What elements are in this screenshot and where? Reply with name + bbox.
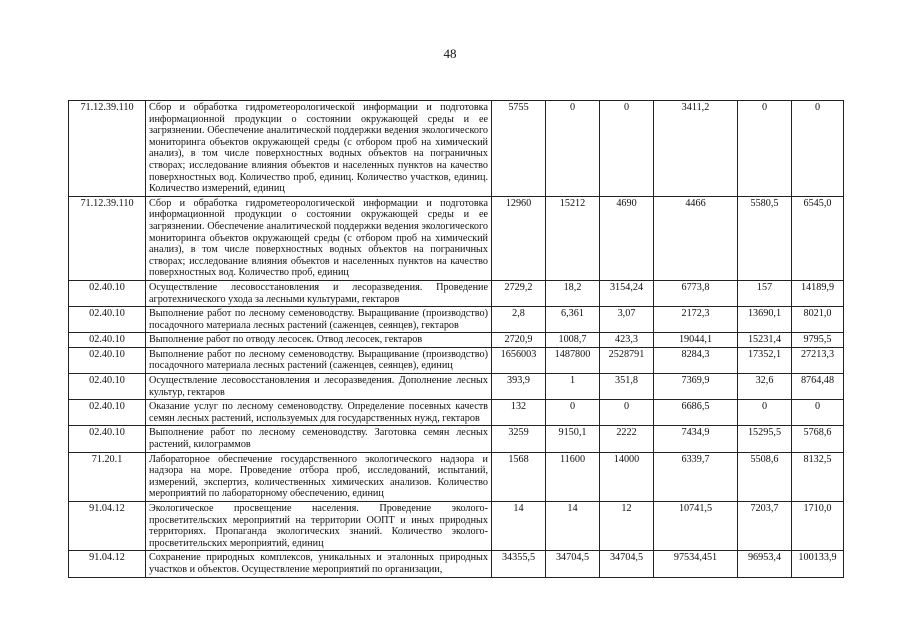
value-cell: 10741,5 [654, 502, 738, 551]
value-cell: 8284,3 [654, 347, 738, 373]
value-cell: 14189,9 [792, 280, 844, 306]
value-cell: 14 [546, 502, 600, 551]
value-cell: 8764,48 [792, 374, 844, 400]
value-cell: 0 [738, 101, 792, 197]
value-cell: 32,6 [738, 374, 792, 400]
value-cell: 4690 [600, 196, 654, 280]
value-cell: 1487800 [546, 347, 600, 373]
activity-code-cell: 02.40.10 [69, 333, 146, 348]
value-cell: 4466 [654, 196, 738, 280]
description-cell: Сбор и обработка гидрометеорологической информации и подготовка информационной продукции о состоянии окружающей среды и ее загрязнении. Обеспечение аналитической поддержки ведения экологического мониторинга объектов окружающей среды (с отбором проб на химический анализ), в том числе поверхностных водных объектов на пограничных створах; исследование влияния объектов и населенных пунктов на качество поверхностных вод. Количество проб, единиц [146, 196, 492, 280]
table-row [69, 551, 844, 577]
value-cell: 9795,5 [792, 333, 844, 348]
value-cell: 14000 [600, 452, 654, 501]
value-cell: 7203,7 [738, 502, 792, 551]
activity-code-cell: 02.40.10 [69, 347, 146, 373]
value-cell: 5508,6 [738, 452, 792, 501]
value-cell: 6339,7 [654, 452, 738, 501]
value-cell: 27213,3 [792, 347, 844, 373]
value-cell: 13690,1 [738, 307, 792, 333]
table-row [69, 400, 844, 426]
table-row [69, 333, 844, 348]
table-row [69, 374, 844, 400]
description-cell: Осуществление лесовосстановления и лесоразведения. Дополнение лесных культур, гектаров [146, 374, 492, 400]
value-cell: 7434,9 [654, 426, 738, 452]
table-row [69, 347, 844, 373]
value-cell: 2222 [600, 426, 654, 452]
activity-code-cell: 02.40.10 [69, 426, 146, 452]
value-cell: 2729,2 [492, 280, 546, 306]
value-cell: 15212 [546, 196, 600, 280]
table-row [69, 196, 844, 280]
activity-code-cell: 02.40.10 [69, 307, 146, 333]
value-cell: 3259 [492, 426, 546, 452]
services-table [68, 100, 844, 578]
value-cell: 6,361 [546, 307, 600, 333]
value-cell: 7369,9 [654, 374, 738, 400]
activity-code-cell: 02.40.10 [69, 374, 146, 400]
value-cell: 5580,5 [738, 196, 792, 280]
value-cell: 6773,8 [654, 280, 738, 306]
value-cell: 2720,9 [492, 333, 546, 348]
activity-code-cell: 02.40.10 [69, 400, 146, 426]
value-cell: 393,9 [492, 374, 546, 400]
value-cell: 1008,7 [546, 333, 600, 348]
description-cell: Сбор и обработка гидрометеорологической информации и подготовка информационной продукции о состоянии окружающей среды и ее загрязнении. Обеспечение аналитической поддержки ведения экологического мониторинга объектов окружающей среды (с отбором проб на химический анализ), в том числе поверхностных водных объектов на пограничных створах; исследование влияния объектов и населенных пунктов на качество поверхностных вод. Количество проб, единиц. Количество участков, единиц. Количество измерений, единиц [146, 101, 492, 197]
value-cell: 96953,4 [738, 551, 792, 577]
value-cell: 34704,5 [546, 551, 600, 577]
value-cell: 0 [546, 101, 600, 197]
value-cell: 0 [738, 400, 792, 426]
value-cell: 157 [738, 280, 792, 306]
table-row [69, 280, 844, 306]
table-row [69, 426, 844, 452]
value-cell: 100133,9 [792, 551, 844, 577]
value-cell: 8132,5 [792, 452, 844, 501]
activity-code-cell: 71.12.39.110 [69, 101, 146, 197]
value-cell: 1568 [492, 452, 546, 501]
value-cell: 0 [546, 400, 600, 426]
description-cell: Оказание услуг по лесному семеноводству. Определение посевных качеств семян лесных растений, используемых для государственных нужд, гектаров [146, 400, 492, 426]
activity-code-cell: 91.04.12 [69, 551, 146, 577]
description-cell: Выполнение работ по отводу лесосек. Отвод лесосек, гектаров [146, 333, 492, 348]
table-row [69, 101, 844, 197]
table-row [69, 452, 844, 501]
table-row [69, 307, 844, 333]
value-cell: 2,8 [492, 307, 546, 333]
value-cell: 6545,0 [792, 196, 844, 280]
value-cell: 5755 [492, 101, 546, 197]
description-cell: Выполнение работ по лесному семеноводству. Заготовка семян лесных растений, килограммов [146, 426, 492, 452]
value-cell: 3,07 [600, 307, 654, 333]
description-cell: Сохранение природных комплексов, уникальных и эталонных природных участков и объектов. Осуществление мероприятий по организации, [146, 551, 492, 577]
value-cell: 11600 [546, 452, 600, 501]
table-row [69, 502, 844, 551]
description-cell: Экологическое просвещение населения. Проведение эколого-просветительских мероприятий на территории ООПТ и иных природных территориях. Пропаганда экологических знаний. Количество эколого-просветительских мероприятий, единиц [146, 502, 492, 551]
value-cell: 351,8 [600, 374, 654, 400]
value-cell: 2172,3 [654, 307, 738, 333]
value-cell: 15231,4 [738, 333, 792, 348]
page-bottom-margin [0, 600, 900, 640]
value-cell: 9150,1 [546, 426, 600, 452]
value-cell: 17352,1 [738, 347, 792, 373]
description-cell: Осуществление лесовосстановления и лесоразведения. Проведение агротехнического ухода за лесными культурами, гектаров [146, 280, 492, 306]
value-cell: 1656003 [492, 347, 546, 373]
value-cell: 3411,2 [654, 101, 738, 197]
activity-code-cell: 71.20.1 [69, 452, 146, 501]
activity-code-cell: 71.12.39.110 [69, 196, 146, 280]
value-cell: 2528791 [600, 347, 654, 373]
value-cell: 12 [600, 502, 654, 551]
activity-code-cell: 02.40.10 [69, 280, 146, 306]
description-cell: Выполнение работ по лесному семеноводству. Выращивание (производство) посадочного материала лесных растений (саженцев, сеянцев), единиц [146, 347, 492, 373]
value-cell: 19044,1 [654, 333, 738, 348]
activity-code-cell: 91.04.12 [69, 502, 146, 551]
value-cell: 34355,5 [492, 551, 546, 577]
value-cell: 0 [792, 400, 844, 426]
value-cell: 0 [600, 101, 654, 197]
value-cell: 1710,0 [792, 502, 844, 551]
value-cell: 97534,451 [654, 551, 738, 577]
value-cell: 1 [546, 374, 600, 400]
value-cell: 34704,5 [600, 551, 654, 577]
value-cell: 8021,0 [792, 307, 844, 333]
value-cell: 132 [492, 400, 546, 426]
description-cell: Выполнение работ по лесному семеноводству. Выращивание (производство) посадочного материала лесных растений (саженцев, сеянцев), гектаров [146, 307, 492, 333]
value-cell: 6686,5 [654, 400, 738, 426]
value-cell: 12960 [492, 196, 546, 280]
value-cell: 14 [492, 502, 546, 551]
value-cell: 18,2 [546, 280, 600, 306]
value-cell: 423,3 [600, 333, 654, 348]
description-cell: Лабораторное обеспечение государственного экологического надзора и надзора на море. Проведение отбора проб, исследований, испытаний, измерений, экспертиз, количественных химических анализов. Количество мероприятий по лабораторному обеспечению, единиц [146, 452, 492, 501]
value-cell: 0 [792, 101, 844, 197]
value-cell: 15295,5 [738, 426, 792, 452]
value-cell: 0 [600, 400, 654, 426]
value-cell: 5768,6 [792, 426, 844, 452]
page-number: 48 [443, 46, 457, 61]
value-cell: 3154,24 [600, 280, 654, 306]
